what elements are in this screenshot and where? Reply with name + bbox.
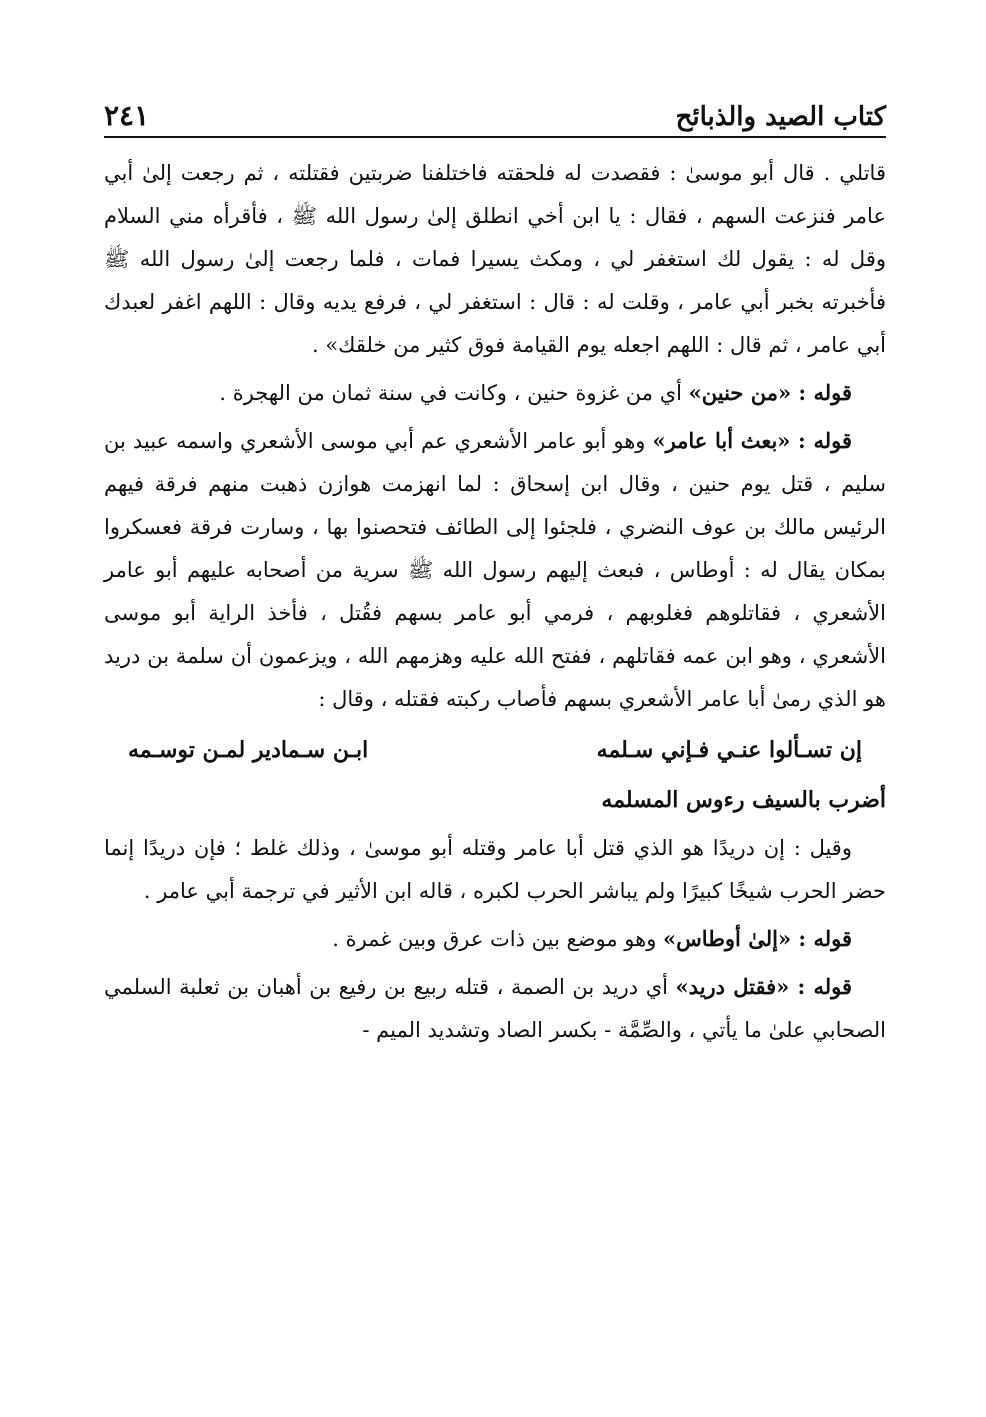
paragraph-5-text: وهو موضع بين ذات عرق وبين غمرة . (332, 927, 664, 951)
verse-line-1 (104, 725, 886, 775)
chapter-title: كتاب الصيد والذبائح (675, 102, 886, 132)
poem-verse (104, 725, 886, 825)
verse-line-2: أضرب بالسيف رءوس المسلمه (601, 787, 886, 813)
paragraph-2-text: أي من غزوة حنين ، وكانت في سنة ثمان من الهجرة . (219, 381, 689, 405)
keyword-ila-awtas: قوله : «إلىٰ أوطاس» (663, 926, 852, 951)
keyword-faqutila-durayd: قوله : «فقتل دريد» (675, 974, 852, 999)
paragraph-6-text: أي دريد بن الصمة ، قتله ربيع بن رفيع بن أهبان بن ثعلبة السلمي الصحابي علىٰ ما يأتي ، والصِّمَّة - بكسر الصاد وتشديد الميم - (104, 975, 886, 1042)
page-header (104, 84, 886, 138)
page-body (104, 152, 886, 1052)
verse-hemistich-2: ابـن سـمادير لمـن توسـمه (128, 737, 369, 763)
paragraph-3-text: وهو أبو عامر الأشعري عم أبي موسى الأشعري واسمه عبيد بن سليم ، قتل يوم حنين ، وقال ابن إسحاق : لما انهزمت هوازن ذهبت منهم فرقة فيهم الرئيس مالك بن عوف النضري ، فلجئوا إلى الطائف فتحصنوا بها ، وسارت فرقة فعسكروا بمكان يقال له : أوطاس ، فبعث إليهم رسول الله ﷺ سرية من أصحابه عليهم أبو عامر الأشعري ، فقاتلوهم فغلوبهم ، فرمي أبو عامر بسهم فقُتل ، فأخذ الراية أبو موسى الأشعري ، وهو ابن عمه فقاتلهم ، ففتح الله عليه وهزمهم الله ، ويزعمون أن سلمة بن دريد هو الذي رمىٰ أبا عامر الأشعري بسهم فأصاب ركبته فقتله ، وقال : (104, 429, 886, 711)
keyword-min-hunayn: قوله : «من حنين» (688, 380, 852, 405)
paragraph-3 (104, 419, 886, 721)
paragraph-6 (104, 965, 886, 1052)
paragraph-4: وقيل : إن دريدًا هو الذي قتل أبا عامر وقتله أبو موسىٰ ، وذلك غلط ؛ فإن دريدًا إنما حضر الحرب شيخًا كبيرًا ولم يباشر الحرب لكبره ، قاله ابن الأثير في ترجمة أبي عامر . (104, 836, 886, 903)
keyword-baatha-aba-amir: قوله : «بعث أبا عامر» (652, 428, 852, 453)
paragraph-5 (104, 917, 886, 961)
verse-hemistich-1: إن تسـألوا عنـي فـإني سـلمه (596, 737, 862, 763)
paragraph-2 (104, 371, 886, 415)
page-number: ٢٤١ (104, 99, 150, 132)
paragraph-1: قاتلي . قال أبو موسىٰ : فقصدت له فلحقته فاختلفنا ضربتين فقتلته ، ثم رجعت إلىٰ أبي عامر فنزعت السهم ، فقال : يا ابن أخي انطلق إلىٰ رسول الله ﷺ ، فأقرأه مني السلام وقل له : يقول لك استغفر لي ، ومكث يسيرا فمات ، فلما رجعت إلىٰ رسول الله ﷺ فأخبرته بخبر أبي عامر ، وقلت له : قال : استغفر لي ، فرفع يديه وقال : اللهم اغفر لعبدك أبي عامر ، ثم قال : اللهم اجعله يوم القيامة فوق كثير من خلقك» . (104, 161, 886, 357)
document-page (104, 84, 886, 1056)
